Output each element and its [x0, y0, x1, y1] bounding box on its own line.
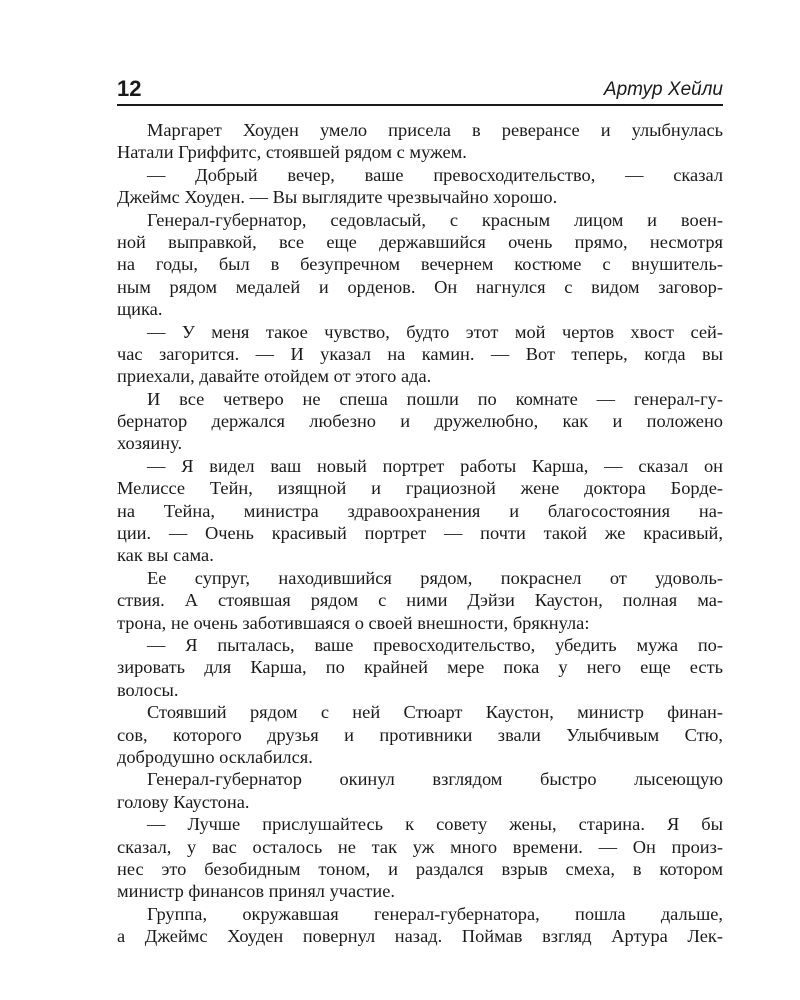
text-line: Генерал-губернатор, седовласый, с красным лицом и воен-: [147, 209, 723, 230]
text-line: Мелиссе Тейн, изящной и грациозной жене доктора Борде-: [117, 478, 723, 499]
text-line: трона, не очень заботившаяся о своей внешности, брякнула:: [117, 612, 590, 633]
text-line: час загорится. — И указал на камин. — Вот теперь, когда вы: [117, 343, 723, 364]
text-line: — Добрый вечер, ваше превосходительство, — сказал: [147, 164, 723, 185]
text-line: Натали Гриффитс, стоявшей рядом с мужем.: [117, 142, 467, 163]
text-line: ной выправкой, все еще державшийся очень прямо, несмотря: [117, 231, 723, 252]
text-line: на Тейна, министра здравоохранения и благосостояния на-: [117, 500, 723, 521]
text-line: Джеймс Хоуден. — Вы выглядите чрезвычайно хорошо.: [117, 187, 558, 208]
text-line: Группа, окружавшая генерал-губернатора, пошла дальше,: [147, 903, 723, 924]
text-line: волосы.: [117, 679, 179, 700]
text-line: ствия. А стоявшая рядом с ними Дэйзи Каустон, полная ма-: [117, 590, 723, 611]
text-line: ным рядом медалей и орденов. Он нагнулся с видом заговор-: [117, 276, 723, 297]
text-line: на годы, был в безупречном вечернем костюме с внушитель-: [117, 254, 723, 275]
page-header: [117, 76, 723, 104]
text-line: нес это безобидным тоном, и раздался взрыв смеха, в котором: [117, 858, 723, 879]
page-number: 12: [117, 76, 142, 101]
text-line: министр финансов принял участие.: [117, 881, 395, 902]
text-line: И все четверо не спеша пошли по комнате — генерал-гу-: [147, 388, 723, 409]
text-line: хозяину.: [117, 433, 183, 454]
text-line: голову Каустона.: [117, 791, 250, 812]
text-line: бернатор держался любезно и дружелюбно, как и положено: [117, 411, 723, 432]
running-head-author: Артур Хейли: [603, 79, 723, 100]
text-line: Генерал-губернатор окинул взглядом быстро лысеющую: [147, 769, 723, 790]
text-line: а Джеймс Хоуден повернул назад. Поймав взгляд Артура Лек-: [117, 926, 723, 947]
text-line: щика.: [117, 299, 163, 320]
text-line: — Я видел ваш новый портрет работы Карша, — сказал он: [147, 455, 723, 476]
text-line: как вы сама.: [117, 545, 214, 566]
text-line: зировать для Карша, по крайней мере пока у него еще есть: [117, 657, 723, 678]
text-line: добродушно осклабился.: [117, 746, 313, 767]
body-text: [117, 119, 723, 947]
text-line: сов, которого друзья и противники звали Улыбчивым Стю,: [117, 724, 723, 745]
text-line: — У меня такое чувство, будто этот мой чертов хвост сей-: [147, 321, 723, 342]
text-line: — Лучше прислушайтесь к совету жены, старина. Я бы: [147, 814, 723, 835]
text-line: приехали, давайте отойдем от этого ада.: [117, 366, 432, 387]
header-rule: [117, 104, 723, 106]
text-line: Стоявший рядом с ней Стюарт Каустон, министр финан-: [147, 702, 723, 723]
text-line: Маргарет Хоуден умело присела в реверансе и улыбнулась: [147, 120, 723, 140]
text-line: — Я пыталась, ваше превосходительство, убедить мужа по-: [147, 634, 723, 655]
text-line: Ее супруг, находившийся рядом, покраснел от удоволь-: [147, 567, 723, 588]
text-line: сказал, у вас осталось не так уж много времени. — Он произ-: [117, 836, 723, 857]
text-line: ции. — Очень красивый портрет — почти такой же красивый,: [117, 523, 723, 544]
